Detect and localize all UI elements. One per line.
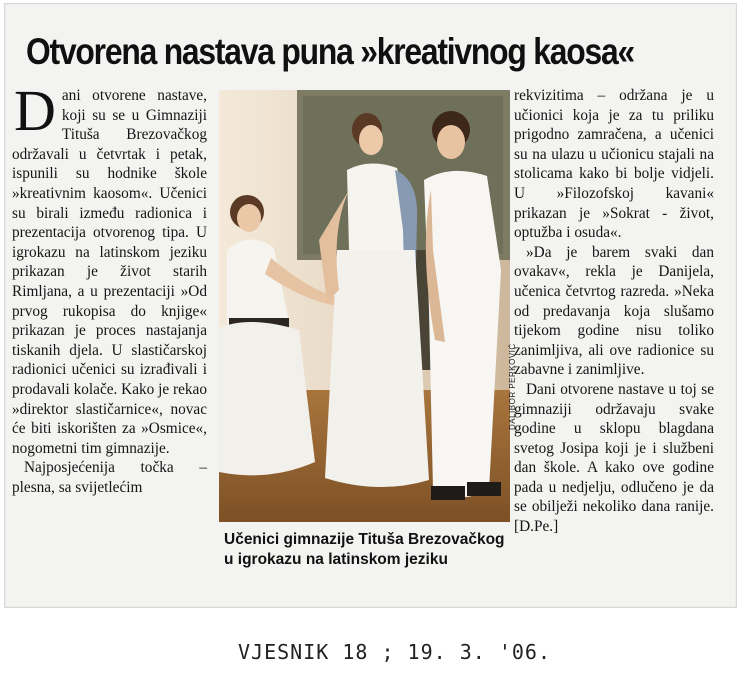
photo-credit: DALIBOR PERKOVIĆ xyxy=(508,343,517,430)
photo-caption: Učenici gimnazije Tituša Brezovačkog u igrokazu na latinskom jeziku xyxy=(224,531,505,568)
drop-cap: D xyxy=(14,78,56,143)
headline: Otvorena nastava puna »kreativnog kaosa« xyxy=(26,31,634,72)
handwritten-source-date: VJESNIK 18 ; 19. 3. '06. xyxy=(238,640,551,664)
paragraph: Najposjećenija točka – plesna, sa svijetlećim xyxy=(12,459,207,496)
students-costume-photo xyxy=(219,90,510,522)
paragraph: »Da je barem svaki dan ovakav«, rekla je Danijela, učenica četvrtog razreda. »Neka od predavanja koja slušamo tijekom godine nisu toliko zanimljiva, ali ove radionice su zabavne i zanimljive. xyxy=(514,243,714,379)
paragraph: ani otvorene nastave, koji su se u Gimnaziji Tituša Brezovačkog održavali u četvrtak i petak, ispunili su hodnike škole »kreativnim kaosom«. Učenici su birali između radionica i prezentacija otvorenog tipa. U igrokazu na latinskom jeziku prikazan je život starih Rimljana, a u prezentaciji »Od prvog rukopisa do knjige« prikazan je proces nastajanja tiskanih djela. U slastičarskoj radionici učenici su izrađivali i prodavali kolače. Kako je rekao »direktor slastičarnice«, novac će biti iskorišten za »Osmice«, nogometni tim gimnazije. xyxy=(12,87,207,457)
article-column-left xyxy=(12,78,207,497)
article-photo xyxy=(219,90,510,522)
article-column-right xyxy=(514,86,714,537)
paragraph: rekvizitima – održana je u učionici koja je za tu priliku prigodno zamračena, a učenici su na ulazu u učionicu stajali na stolicama kako bi bolje vidjeli. U »Filozofskoj kavani« prikazan je »Sokrat - život, optužba i osuda«. xyxy=(514,87,714,242)
paragraph: Dani otvorene nastave u toj se gimnaziji održavaju svake godine u sklopu blagdana svetog Josipa koji je i službeni dan škole. A kako ove godine pada u nedjelju, odlučeno je da se obilježi nekoliko dana ranije. [D.Pe.] xyxy=(514,380,714,536)
